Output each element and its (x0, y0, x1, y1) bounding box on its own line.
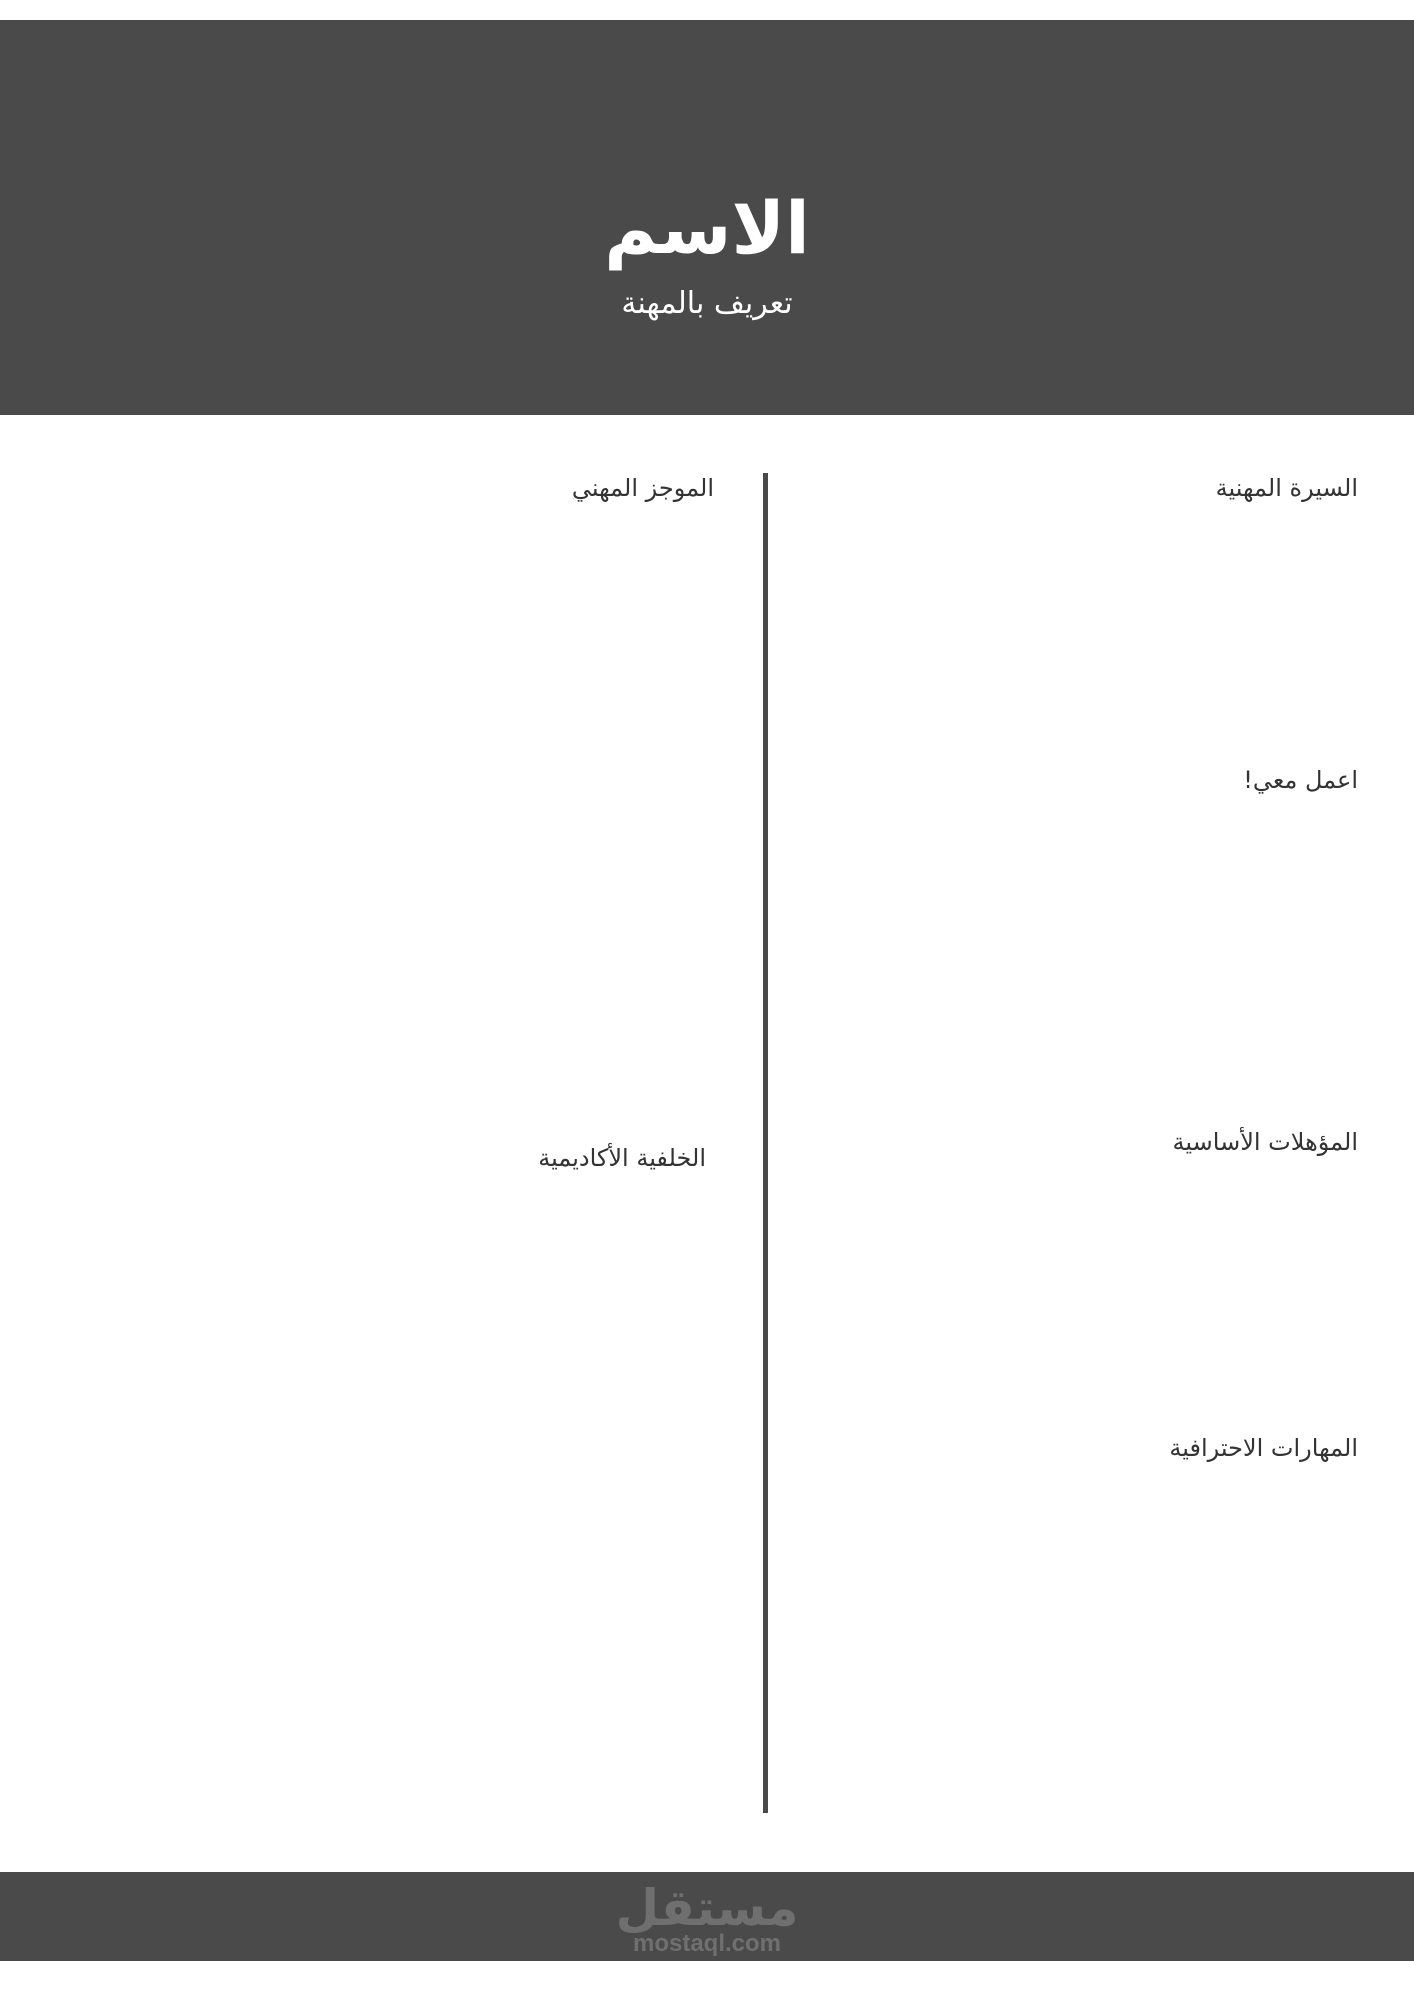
skills-heading: المهارات الاحترافية (1169, 1434, 1358, 1462)
career-heading: السيرة المهنية (1215, 474, 1358, 502)
column-divider (763, 473, 768, 1813)
qualifications-heading: المؤهلات الأساسية (1172, 1128, 1358, 1156)
profession-subtitle: تعريف بالمهنة (621, 286, 793, 321)
mostaql-logo: مستقل (615, 1879, 799, 1937)
mostaql-url: mostaql.com (632, 1930, 782, 1957)
name-title: الاسم (604, 186, 810, 270)
education-heading: الخلفية الأكاديمية (538, 1144, 706, 1172)
summary-heading: الموجز المهني (571, 474, 714, 502)
work-with-me-heading: اعمل معي! (1243, 766, 1358, 794)
